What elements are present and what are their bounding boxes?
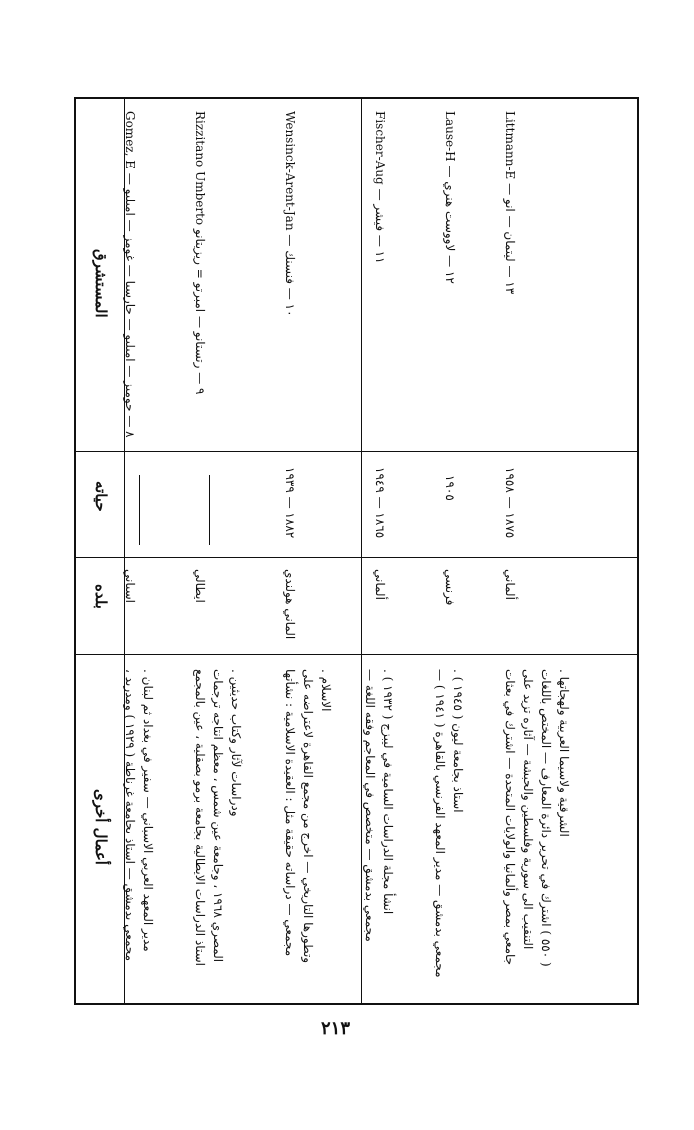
row-10-works-1: مجمعي — دراساته حقيقة مثل : العقيدة الاسلامية : نشأتها <box>283 669 297 957</box>
row-8-works-1: مجمعي بدمشق — استاذ بجامعة غرناطة ( ١٩٢٩ ) ومدريد ، <box>123 669 137 962</box>
row-11-lifespan: ١٨٦٥ — ١٩٤٩ <box>373 467 387 539</box>
row-10-lifespan: ١٨٨٢ — ١٩٣٩ <box>283 467 297 539</box>
row-11-works-2: انشأ مجلة الدراسات السامية في ليبزج ( ١٩٣٢ ) . <box>381 669 395 915</box>
row-12-works-1: مجمعي بدمشق — مدير المعهد الفرنسي بالقاهرة ( ١٩٤١ ) — <box>433 669 447 978</box>
row-8-works-2: مدير المعهد العربي الاسباني — سفير في بغداد ثم لبنان . <box>141 669 155 952</box>
row-12-works-2: استاذ بجامعة ليون ( ١٩٤٥ ) . <box>451 669 465 813</box>
row-11-name: ١١ — فيشر — Fischer-Aug <box>373 111 387 264</box>
row-10-works-2: وتطورها التاريخي — اخرج من مجمع القاهرة لاعتراضه على <box>301 669 315 964</box>
row-13-country: ألماني <box>503 569 517 600</box>
row-9-works-2: المصري ١٩٦٨ ، وجامعة عين شمس ، معظم انتاجه ترجمات <box>211 669 225 963</box>
row-13-works-2: التنقيب الى سورية وفلسطين والحبشة — آثاره تزيد على <box>521 669 535 950</box>
row-9-lifespan-dash <box>201 475 218 545</box>
header-orientalist: المستشرق <box>92 249 110 318</box>
row-9-works-3: ودراسات لآثار وكتاب حديثين . <box>229 669 243 817</box>
row-9-name: ٩ — رتستانو — امبرتو = ريزيتانو Rizzitano Umberto <box>193 111 207 395</box>
row-12-name: ١٢ — لاووست هنري — Lause-H <box>443 111 457 284</box>
orientalists-table <box>74 97 639 1005</box>
row-13-works-3: ( ٥٥٠ ) اشترك في تحرير دائرة المعارف — المختص باللغات <box>539 669 553 967</box>
col-separator <box>76 557 637 558</box>
row-11-works-1: مجمعي بدمشق — متخصص في المعاجم وفقه اللغة — <box>363 669 377 942</box>
row-9-works-1: استاذ الدراسات الايطالية بجامعة برمو بصقلية ، عين بالمجمع <box>193 669 207 966</box>
row-12-country: فرنسي <box>443 569 457 606</box>
row-10-works-3: الاسلام . <box>319 669 333 712</box>
row-12-lifespan: ١٩٠٥ <box>443 475 457 501</box>
header-other-works: أعمال أخرى <box>92 789 110 865</box>
row-13-works-1: جامعي بمصر وألمانيا والولايات المتحدة — اشترك في بعثات <box>503 669 517 966</box>
row-13-lifespan: ١٨٧٥ — ١٩٥٨ <box>503 467 517 539</box>
row-11-country: ألماني <box>373 569 387 600</box>
row-8-country: اسباني <box>123 569 137 604</box>
page-number: ٢١٣ <box>321 1018 351 1039</box>
header-lifespan: حياته <box>92 481 110 512</box>
header-country: بلده <box>92 584 110 609</box>
row-10-name: ١٠ — فنسنك — Wensinck-Arent-Jan <box>283 111 297 317</box>
row-8-lifespan-dash <box>131 475 148 545</box>
row-13-name: ١٣ — ليتمان — انو — Littmann-E <box>503 111 517 295</box>
col-separator <box>76 654 637 655</box>
row-13-works-4: الشرقية ولاسيما العربية ولهجاتها . <box>557 669 571 837</box>
col-separator <box>76 451 637 452</box>
row-8-name: ٨ — جوميز — اميليو — جارسيا — غومز — اميليو — Gomez, E <box>123 111 137 438</box>
row-10-country: الماني هولندي <box>283 569 297 640</box>
row-9-country: ايطالي <box>193 569 207 603</box>
